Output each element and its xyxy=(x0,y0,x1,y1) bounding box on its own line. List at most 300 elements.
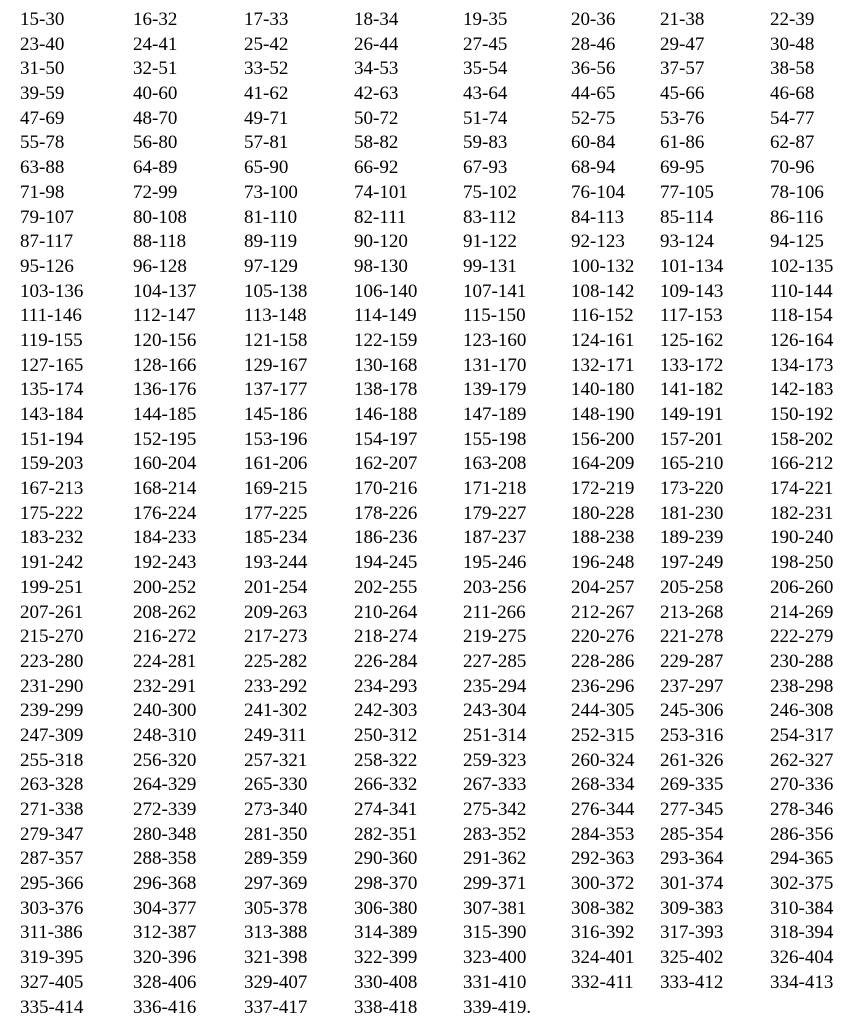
table-row xyxy=(0,650,856,675)
table-cell: 239-299 xyxy=(20,700,84,722)
table-cell: 213-268 xyxy=(660,601,724,623)
table-cell: 205-258 xyxy=(660,576,724,598)
table-cell: 75-102 xyxy=(463,181,517,203)
table-cell: 154-197 xyxy=(354,428,418,450)
table-cell: 209-263 xyxy=(244,601,308,623)
table-cell: 179-227 xyxy=(463,502,527,524)
table-cell: 300-372 xyxy=(571,873,635,895)
table-cell: 149-191 xyxy=(660,404,724,425)
table-cell: 106-140 xyxy=(354,280,418,302)
table-cell: 166-212 xyxy=(770,453,834,475)
table-row xyxy=(0,551,856,576)
table-cell: 255-318 xyxy=(20,749,84,771)
table-cell: 133-172 xyxy=(660,354,724,376)
table-cell: 18-34 xyxy=(354,9,399,30)
table-cell: 260-324 xyxy=(571,749,635,771)
table-cell: 241-302 xyxy=(244,700,308,722)
table-cell: 142-183 xyxy=(770,379,834,401)
table-cell: 39-59 xyxy=(20,83,65,105)
table-cell: 336-416 xyxy=(133,996,197,1018)
table-cell: 238-298 xyxy=(770,675,834,697)
table-cell: 94-125 xyxy=(770,231,824,253)
table-cell: 284-353 xyxy=(571,823,635,845)
table-cell: 60-84 xyxy=(571,132,616,154)
table-cell: 140-180 xyxy=(571,379,635,401)
table-cell: 277-345 xyxy=(660,799,724,820)
table-cell: 291-362 xyxy=(463,848,527,870)
table-cell: 53-76 xyxy=(660,107,705,129)
table-cell: 121-158 xyxy=(244,329,308,351)
table-cell: 198-250 xyxy=(770,552,834,574)
table-cell: 335-414 xyxy=(20,996,84,1018)
table-cell: 114-149 xyxy=(354,305,417,327)
table-cell: 299-371 xyxy=(463,873,527,895)
table-cell: 302-375 xyxy=(770,873,834,895)
table-cell: 170-216 xyxy=(354,478,418,500)
table-cell: 288-358 xyxy=(133,848,197,870)
table-cell: 175-222 xyxy=(20,502,84,524)
table-cell: 152-195 xyxy=(133,428,197,450)
table-cell: 199-251 xyxy=(20,576,84,598)
table-cell: 69-95 xyxy=(660,157,705,179)
table-row xyxy=(0,724,856,749)
table-cell: 169-215 xyxy=(244,478,308,500)
table-cell: 268-334 xyxy=(571,774,635,796)
table-cell: 159-203 xyxy=(20,453,84,475)
table-cell: 274-341 xyxy=(354,799,418,820)
table-cell: 263-328 xyxy=(20,774,84,796)
table-cell: 93-124 xyxy=(660,231,714,253)
table-cell: 171-218 xyxy=(463,478,527,500)
table-cell: 188-238 xyxy=(571,527,635,549)
table-row xyxy=(0,477,856,502)
table-cell: 332-411 xyxy=(571,971,634,993)
table-row xyxy=(0,872,856,897)
table-cell: 57-81 xyxy=(244,132,289,154)
table-row xyxy=(0,82,856,107)
table-cell: 138-178 xyxy=(354,379,418,401)
table-cell: 182-231 xyxy=(770,502,834,524)
table-cell: 270-336 xyxy=(770,774,834,796)
table-cell: 113-148 xyxy=(244,305,307,327)
table-cell: 190-240 xyxy=(770,527,834,549)
table-cell: 124-161 xyxy=(571,329,635,351)
table-cell: 83-112 xyxy=(463,206,517,228)
table-cell: 297-369 xyxy=(244,873,308,895)
table-cell: 173-220 xyxy=(660,478,724,500)
table-cell: 279-347 xyxy=(20,823,84,845)
table-cell: 74-101 xyxy=(354,181,408,203)
table-cell: 225-282 xyxy=(244,650,308,672)
table-cell: 99-131 xyxy=(463,255,517,277)
table-cell: 95-126 xyxy=(20,255,74,277)
table-cell: 37-57 xyxy=(660,58,705,80)
table-cell: 230-288 xyxy=(770,650,834,672)
table-cell: 122-159 xyxy=(354,329,418,351)
table-cell: 21-38 xyxy=(660,9,705,30)
table-cell: 261-326 xyxy=(660,749,724,771)
table-cell: 65-90 xyxy=(244,157,289,179)
table-cell: 107-141 xyxy=(463,280,527,302)
table-cell: 265-330 xyxy=(244,774,308,796)
table-cell: 211-266 xyxy=(463,601,526,623)
table-cell: 55-78 xyxy=(20,132,65,154)
table-cell: 286-356 xyxy=(770,823,834,845)
table-cell: 135-174 xyxy=(20,379,84,401)
table-cell: 222-279 xyxy=(770,626,834,648)
table-cell: 92-123 xyxy=(571,231,625,253)
table-row xyxy=(0,576,856,601)
table-row xyxy=(0,625,856,650)
table-cell: 163-208 xyxy=(463,453,527,475)
table-cell: 126-164 xyxy=(770,329,834,351)
table-cell: 320-396 xyxy=(133,947,197,969)
table-cell: 153-196 xyxy=(244,428,308,450)
table-cell: 178-226 xyxy=(354,502,418,524)
table-cell: 212-267 xyxy=(571,601,635,623)
table-cell: 98-130 xyxy=(354,255,408,277)
table-cell: 289-359 xyxy=(244,848,308,870)
table-row xyxy=(0,921,856,946)
table-cell: 32-51 xyxy=(133,58,178,80)
table-cell: 110-144 xyxy=(770,280,833,302)
table-cell: 42-63 xyxy=(354,83,399,105)
table-cell: 15-30 xyxy=(20,9,65,30)
table-cell: 187-237 xyxy=(463,527,527,549)
table-cell: 104-137 xyxy=(133,280,197,302)
table-cell: 167-213 xyxy=(20,478,84,500)
table-cell: 323-400 xyxy=(463,947,527,969)
table-cell: 339-419. xyxy=(463,996,532,1018)
table-cell: 240-300 xyxy=(133,700,197,722)
table-cell: 31-50 xyxy=(20,58,65,80)
table-cell: 218-274 xyxy=(354,626,418,648)
table-cell: 130-168 xyxy=(354,354,418,376)
table-cell: 294-365 xyxy=(770,848,834,870)
table-row xyxy=(0,798,856,823)
table-cell: 61-86 xyxy=(660,132,705,154)
table-row xyxy=(0,107,856,132)
table-cell: 273-340 xyxy=(244,799,308,820)
table-cell: 195-246 xyxy=(463,552,527,574)
table-cell: 262-327 xyxy=(770,749,834,771)
table-cell: 307-381 xyxy=(463,897,527,919)
table-cell: 49-71 xyxy=(244,107,289,129)
table-cell: 287-357 xyxy=(20,848,84,870)
table-cell: 242-303 xyxy=(354,700,418,722)
table-cell: 111-146 xyxy=(20,305,82,327)
table-cell: 47-69 xyxy=(20,107,65,129)
table-cell: 221-278 xyxy=(660,626,724,648)
table-cell: 244-305 xyxy=(571,700,635,722)
table-cell: 48-70 xyxy=(133,107,178,129)
table-cell: 89-119 xyxy=(244,231,298,253)
table-row xyxy=(0,897,856,922)
table-cell: 250-312 xyxy=(354,724,418,746)
table-cell: 43-64 xyxy=(463,83,508,105)
table-cell: 301-374 xyxy=(660,873,724,895)
table-cell: 326-404 xyxy=(770,947,834,969)
table-cell: 115-150 xyxy=(463,305,526,327)
table-row xyxy=(0,823,856,848)
table-cell: 151-194 xyxy=(20,428,84,450)
table-row xyxy=(0,699,856,724)
table-cell: 202-255 xyxy=(354,576,418,598)
table-cell: 338-418 xyxy=(354,996,418,1018)
table-row xyxy=(0,428,856,453)
table-cell: 41-62 xyxy=(244,83,289,105)
table-cell: 331-410 xyxy=(463,971,527,993)
table-cell: 25-42 xyxy=(244,33,289,55)
table-cell: 23-40 xyxy=(20,33,65,55)
table-cell: 243-304 xyxy=(463,700,527,722)
table-cell: 330-408 xyxy=(354,971,418,993)
table-row xyxy=(0,773,856,798)
table-cell: 245-306 xyxy=(660,700,724,722)
table-cell: 220-276 xyxy=(571,626,635,648)
table-row xyxy=(0,996,856,1021)
table-cell: 77-105 xyxy=(660,181,714,203)
table-cell: 325-402 xyxy=(660,947,724,969)
table-cell: 337-417 xyxy=(244,996,308,1018)
table-cell: 63-88 xyxy=(20,157,65,179)
table-cell: 227-285 xyxy=(463,650,527,672)
table-cell: 313-388 xyxy=(244,922,308,944)
table-cell: 146-188 xyxy=(354,404,418,425)
table-cell: 217-273 xyxy=(244,626,308,648)
table-cell: 157-201 xyxy=(660,428,724,450)
table-cell: 90-120 xyxy=(354,231,408,253)
table-cell: 181-230 xyxy=(660,502,724,524)
table-cell: 290-360 xyxy=(354,848,418,870)
table-cell: 197-249 xyxy=(660,552,724,574)
table-cell: 210-264 xyxy=(354,601,418,623)
table-cell: 58-82 xyxy=(354,132,399,154)
table-row xyxy=(0,8,856,33)
table-cell: 237-297 xyxy=(660,675,724,697)
table-cell: 80-108 xyxy=(133,206,187,228)
table-cell: 215-270 xyxy=(20,626,84,648)
table-cell: 88-118 xyxy=(133,231,187,253)
table-cell: 71-98 xyxy=(20,181,65,203)
table-cell: 305-378 xyxy=(244,897,308,919)
table-cell: 24-41 xyxy=(133,33,178,55)
table-cell: 79-107 xyxy=(20,206,74,228)
table-cell: 136-176 xyxy=(133,379,197,401)
table-cell: 103-136 xyxy=(20,280,84,302)
table-cell: 328-406 xyxy=(133,971,197,993)
table-row xyxy=(0,181,856,206)
table-cell: 257-321 xyxy=(244,749,308,771)
table-cell: 252-315 xyxy=(571,724,635,746)
table-cell: 45-66 xyxy=(660,83,705,105)
table-cell: 206-260 xyxy=(770,576,834,598)
table-cell: 282-351 xyxy=(354,823,418,845)
table-cell: 193-244 xyxy=(244,552,308,574)
table-cell: 131-170 xyxy=(463,354,527,376)
table-cell: 272-339 xyxy=(133,799,197,820)
table-cell: 44-65 xyxy=(571,83,616,105)
table-cell: 20-36 xyxy=(571,9,616,30)
table-cell: 150-192 xyxy=(770,404,834,425)
table-cell: 324-401 xyxy=(571,947,635,969)
table-cell: 293-364 xyxy=(660,848,724,870)
table-cell: 295-366 xyxy=(20,873,84,895)
table-cell: 52-75 xyxy=(571,107,616,129)
table-cell: 125-162 xyxy=(660,329,724,351)
table-cell: 127-165 xyxy=(20,354,84,376)
table-cell: 76-104 xyxy=(571,181,625,203)
table-cell: 51-74 xyxy=(463,107,508,129)
table-cell: 144-185 xyxy=(133,404,197,425)
table-row xyxy=(0,526,856,551)
table-cell: 35-54 xyxy=(463,58,508,80)
table-row xyxy=(0,378,856,403)
table-cell: 254-317 xyxy=(770,724,834,746)
table-cell: 160-204 xyxy=(133,453,197,475)
table-cell: 120-156 xyxy=(133,329,197,351)
table-cell: 162-207 xyxy=(354,453,418,475)
table-cell: 112-147 xyxy=(133,305,196,327)
table-cell: 315-390 xyxy=(463,922,527,944)
table-cell: 172-219 xyxy=(571,478,635,500)
table-cell: 158-202 xyxy=(770,428,834,450)
table-cell: 317-393 xyxy=(660,922,724,944)
table-cell: 208-262 xyxy=(133,601,197,623)
table-cell: 164-209 xyxy=(571,453,635,475)
table-cell: 143-184 xyxy=(20,404,84,425)
table-cell: 123-160 xyxy=(463,329,527,351)
table-cell: 196-248 xyxy=(571,552,635,574)
table-cell: 223-280 xyxy=(20,650,84,672)
table-cell: 40-60 xyxy=(133,83,178,105)
table-cell: 78-106 xyxy=(770,181,824,203)
table-cell: 264-329 xyxy=(133,774,197,796)
table-cell: 258-322 xyxy=(354,749,418,771)
table-cell: 33-52 xyxy=(244,58,289,80)
table-cell: 276-344 xyxy=(571,799,635,820)
table-cell: 292-363 xyxy=(571,848,635,870)
table-cell: 36-56 xyxy=(571,58,616,80)
table-cell: 228-286 xyxy=(571,650,635,672)
table-cell: 66-92 xyxy=(354,157,399,179)
table-cell: 67-93 xyxy=(463,157,508,179)
table-cell: 253-316 xyxy=(660,724,724,746)
table-cell: 184-233 xyxy=(133,527,197,549)
table-cell: 201-254 xyxy=(244,576,308,598)
table-row xyxy=(0,502,856,527)
table-cell: 280-348 xyxy=(133,823,197,845)
table-row xyxy=(0,675,856,700)
table-cell: 249-311 xyxy=(244,724,307,746)
table-cell: 281-350 xyxy=(244,823,308,845)
table-cell: 109-143 xyxy=(660,280,724,302)
table-cell: 334-413 xyxy=(770,971,834,993)
table-cell: 100-132 xyxy=(571,255,635,277)
table-cell: 314-389 xyxy=(354,922,418,944)
table-cell: 174-221 xyxy=(770,478,834,500)
table-row xyxy=(0,255,856,280)
table-cell: 310-384 xyxy=(770,897,834,919)
table-cell: 34-53 xyxy=(354,58,399,80)
table-cell: 145-186 xyxy=(244,404,308,425)
table-cell: 229-287 xyxy=(660,650,724,672)
table-cell: 156-200 xyxy=(571,428,635,450)
table-row xyxy=(0,403,856,428)
table-cell: 105-138 xyxy=(244,280,308,302)
table-row xyxy=(0,354,856,379)
table-cell: 226-284 xyxy=(354,650,418,672)
table-cell: 322-399 xyxy=(354,947,418,969)
table-cell: 189-239 xyxy=(660,527,724,549)
table-cell: 232-291 xyxy=(133,675,197,697)
table-cell: 298-370 xyxy=(354,873,418,895)
table-cell: 256-320 xyxy=(133,749,197,771)
table-cell: 285-354 xyxy=(660,823,724,845)
table-cell: 26-44 xyxy=(354,33,399,55)
table-cell: 329-407 xyxy=(244,971,308,993)
table-cell: 68-94 xyxy=(571,157,616,179)
table-cell: 316-392 xyxy=(571,922,635,944)
table-cell: 84-113 xyxy=(571,206,625,228)
table-row xyxy=(0,329,856,354)
table-cell: 191-242 xyxy=(20,552,84,574)
table-row xyxy=(0,601,856,626)
table-cell: 91-122 xyxy=(463,231,517,253)
table-cell: 296-368 xyxy=(133,873,197,895)
table-row xyxy=(0,749,856,774)
table-cell: 233-292 xyxy=(244,675,308,697)
table-cell: 327-405 xyxy=(20,971,84,993)
table-cell: 303-376 xyxy=(20,897,84,919)
table-cell: 141-182 xyxy=(660,379,724,401)
table-cell: 86-116 xyxy=(770,206,824,228)
table-cell: 309-383 xyxy=(660,897,724,919)
table-cell: 259-323 xyxy=(463,749,527,771)
table-cell: 117-153 xyxy=(660,305,723,327)
table-cell: 269-335 xyxy=(660,774,724,796)
table-cell: 119-155 xyxy=(20,329,83,351)
table-cell: 251-314 xyxy=(463,724,527,746)
table-cell: 214-269 xyxy=(770,601,834,623)
table-cell: 318-394 xyxy=(770,922,834,944)
table-cell: 116-152 xyxy=(571,305,634,327)
table-cell: 283-352 xyxy=(463,823,527,845)
table-cell: 267-333 xyxy=(463,774,527,796)
table-cell: 321-398 xyxy=(244,947,308,969)
table-cell: 97-129 xyxy=(244,255,298,277)
table-cell: 132-171 xyxy=(571,354,635,376)
table-row xyxy=(0,57,856,82)
table-cell: 186-236 xyxy=(354,527,418,549)
table-cell: 54-77 xyxy=(770,107,815,129)
table-cell: 134-173 xyxy=(770,354,834,376)
table-cell: 224-281 xyxy=(133,650,197,672)
table-cell: 82-111 xyxy=(354,206,407,228)
table-cell: 312-387 xyxy=(133,922,197,944)
table-cell: 64-89 xyxy=(133,157,178,179)
table-cell: 46-68 xyxy=(770,83,815,105)
table-cell: 266-332 xyxy=(354,774,418,796)
table-cell: 192-243 xyxy=(133,552,197,574)
table-cell: 248-310 xyxy=(133,724,197,746)
table-cell: 128-166 xyxy=(133,354,197,376)
table-cell: 311-386 xyxy=(20,922,83,944)
table-cell: 207-261 xyxy=(20,601,84,623)
table-row xyxy=(0,971,856,996)
table-cell: 165-210 xyxy=(660,453,724,475)
table-cell: 73-100 xyxy=(244,181,298,203)
